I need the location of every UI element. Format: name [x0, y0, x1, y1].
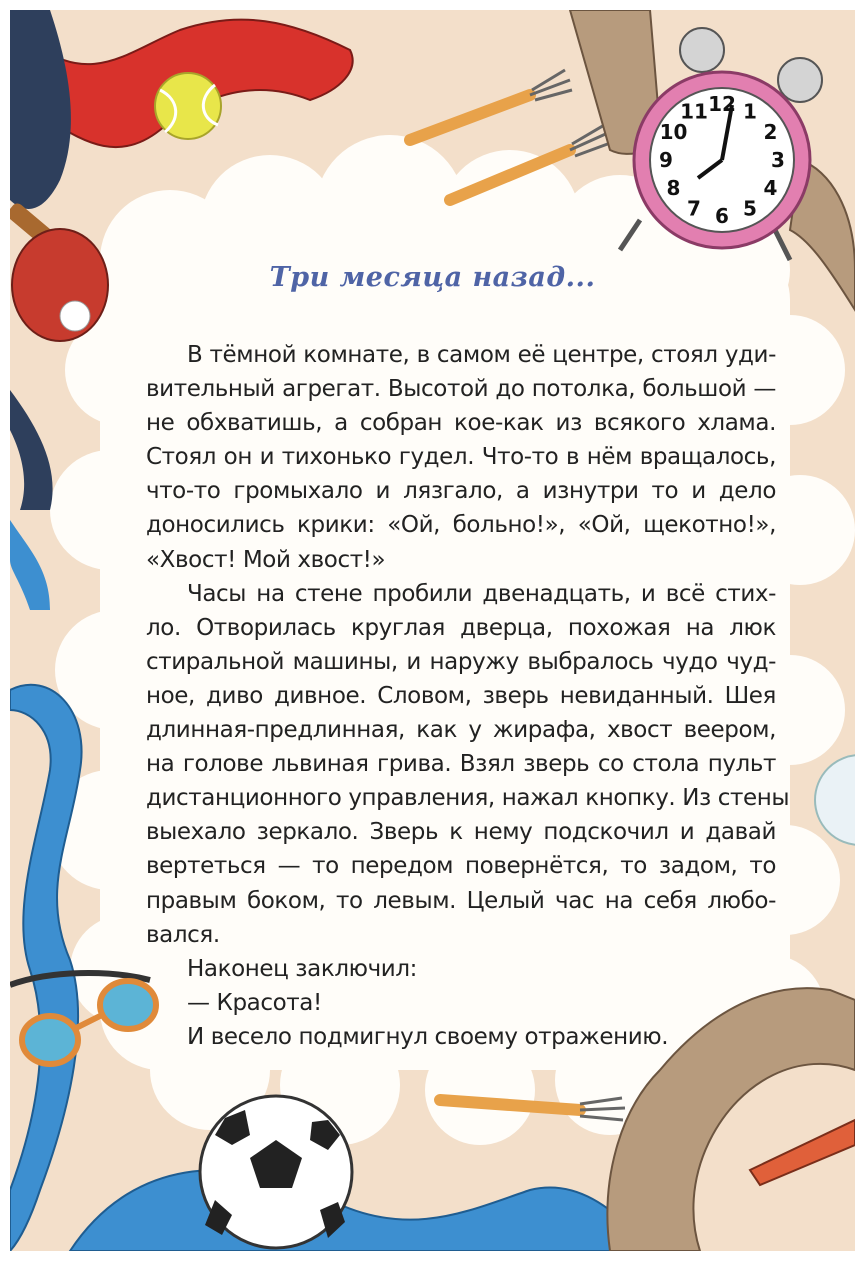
text-line: Стоял он и тихонько гудел. Что-то в нём вращалось, — [146, 444, 776, 471]
text-line: на голове львиная грива. Взял зверь со стола пульт — [146, 751, 776, 778]
text-line: Наконец заключил: — [187, 955, 417, 982]
clock-number: 5 — [743, 196, 757, 221]
text-line: доносились крики: «Ой, больно!», «Ой, щекотно!», — [146, 512, 776, 539]
clock-number: 4 — [763, 176, 778, 200]
story-text — [146, 338, 790, 1054]
dark-ribbon — [10, 10, 71, 209]
clock-number: 10 — [659, 120, 688, 144]
text-line: вертеться — то передом повернётся, то задом, то — [146, 853, 776, 880]
text-line: выехало зеркало. Зверь к нему подскочил и давай — [146, 819, 776, 846]
clock-number: 2 — [763, 120, 778, 144]
text-line: вительный агрегат. Высотой до потолка, большой — — [146, 376, 776, 403]
clock-number: 11 — [680, 99, 708, 124]
pencil-icon — [750, 1120, 855, 1185]
tennis-ball-icon — [155, 73, 221, 139]
clock-number: 6 — [715, 204, 729, 228]
blue-ribbon-top — [10, 520, 50, 610]
text-line: стиральной машины, и наружу выбралось чудо чуд- — [146, 648, 776, 675]
fork-icon — [410, 70, 572, 140]
text-line: вался. — [146, 921, 220, 948]
text-line: что-то громыхало и лязгало, а изнутри то и дело — [146, 478, 776, 505]
text-line: правым боком, то левым. Целый час на себя любо- — [146, 887, 776, 914]
clock-number: 1 — [743, 99, 757, 124]
text-line: ло. Отворилась круглая дверца, похожая на люк — [146, 614, 776, 641]
book-page — [10, 10, 855, 1251]
clock-number: 7 — [687, 196, 701, 221]
text-line: И весело подмигнул своему отражению. — [187, 1023, 669, 1050]
text-line: дистанционного управления, нажал кнопку. Из стены — [146, 785, 790, 812]
globe-icon — [815, 755, 855, 845]
text-line: ное, диво дивное. Словом, зверь невиданный. Шея — [146, 682, 776, 709]
clock-number: 3 — [771, 148, 785, 172]
clock-number: 9 — [659, 148, 673, 172]
blue-ribbon-bottom — [70, 1170, 650, 1251]
text-line: «Хвост! Мой хвост!» — [146, 546, 386, 573]
text-line: не обхватишь, а собран кое-как из всякого хлама. — [146, 410, 776, 437]
text-line: Часы на стене пробили двенадцать, и всё стих- — [187, 580, 776, 607]
text-line: В тёмной комнате, в самом её центре, стоял уди- — [187, 342, 776, 368]
text-line: — Красота! — [187, 989, 322, 1016]
chapter-heading: Три месяца назад... — [269, 262, 596, 293]
clock-number: 8 — [666, 176, 681, 200]
soccer-ball-icon — [200, 1096, 352, 1248]
blue-ribbon — [10, 685, 82, 1251]
clock-number: 12 — [708, 92, 736, 116]
text-line: длинная-предлинная, как у жирафа, хвост веером, — [146, 717, 776, 744]
dark-ribbon-left — [10, 390, 53, 510]
